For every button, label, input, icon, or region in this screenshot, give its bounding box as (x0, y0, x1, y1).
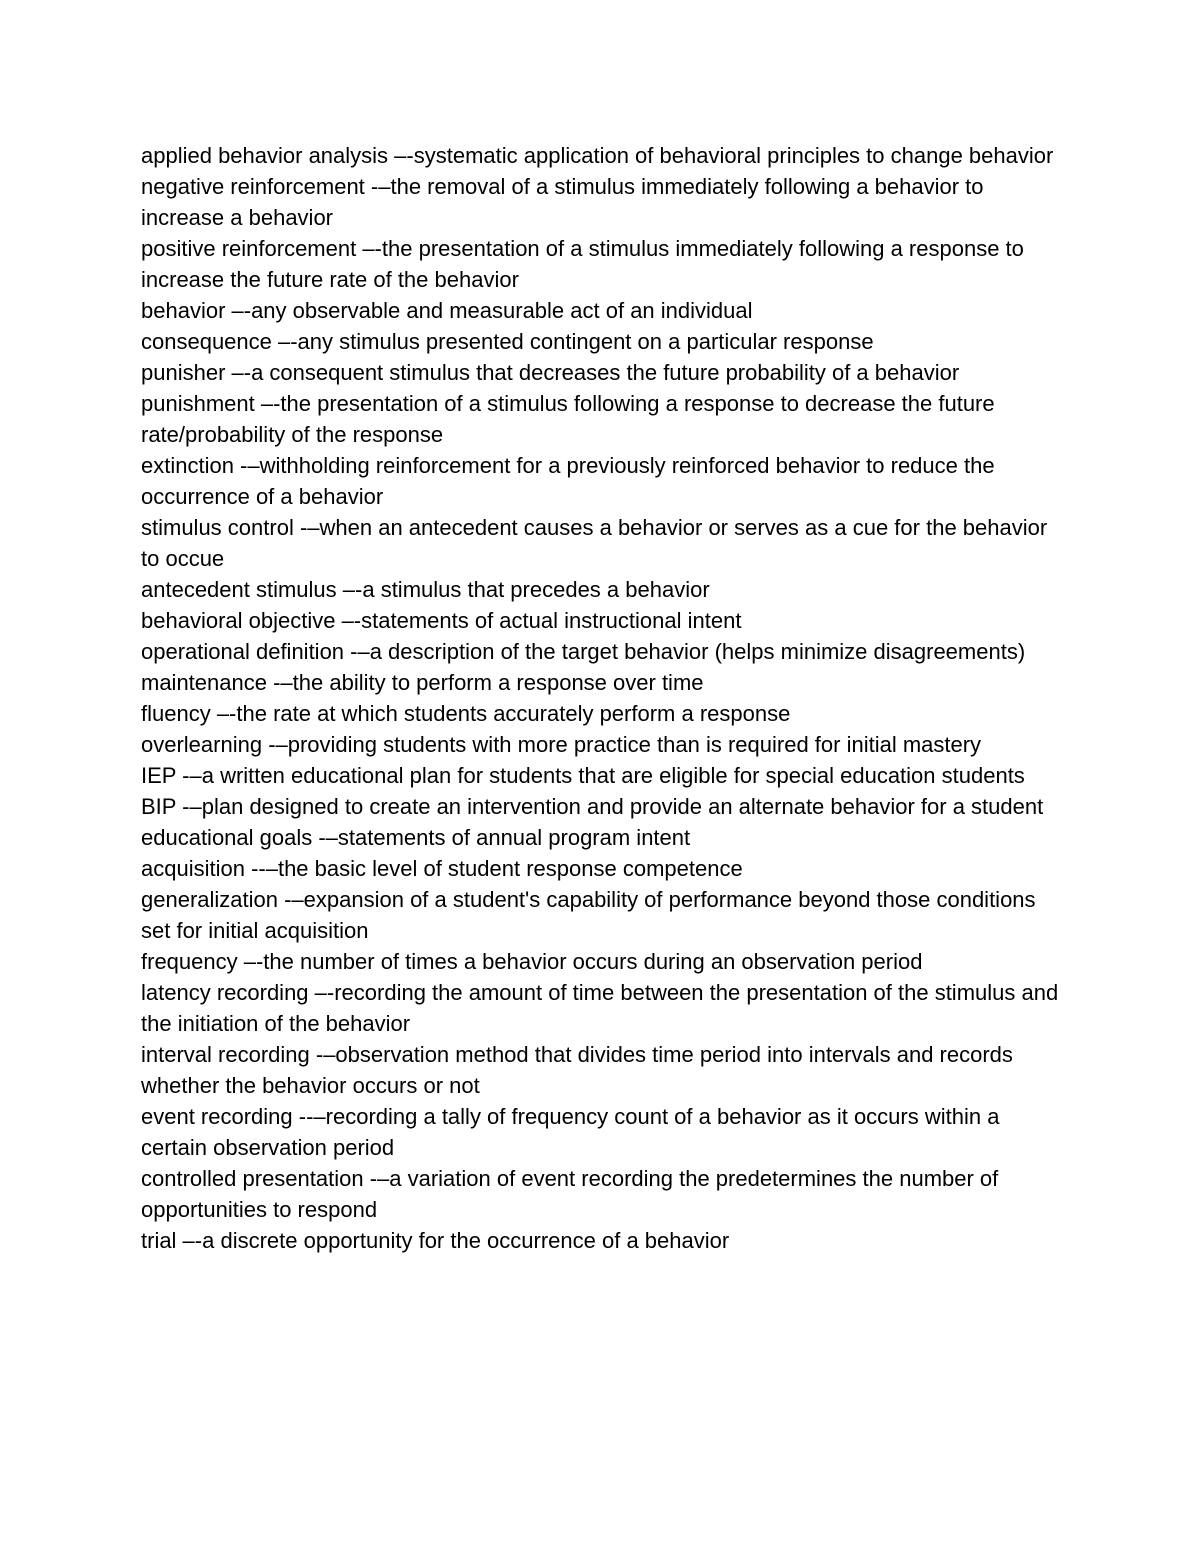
glossary-entry: maintenance -–the ability to perform a response over time (141, 670, 704, 695)
glossary-text (141, 140, 1066, 1256)
glossary-entry: event recording --–recording a tally of frequency count of a behavior as it occurs within a certain observation period (141, 1104, 1000, 1160)
glossary-entry: educational goals -–statements of annual program intent (141, 825, 691, 850)
glossary-entry: applied behavior analysis –-systematic application of behavioral principles to change behavior (141, 143, 1054, 168)
glossary-entry: stimulus control -–when an antecedent causes a behavior or serves as a cue for the behavior to occue (141, 515, 1048, 571)
glossary-entry: punisher –-a consequent stimulus that decreases the future probability of a behavior (141, 360, 960, 385)
glossary-entry: interval recording -–observation method that divides time period into intervals and records whether the behavior occurs or not (141, 1042, 1013, 1098)
glossary-entry: IEP -–a written educational plan for students that are eligible for special education students (141, 763, 1025, 788)
glossary-entry: behavior –-any observable and measurable act of an individual (141, 298, 753, 323)
glossary-entry: acquisition --–the basic level of student response competence (141, 856, 743, 881)
glossary-entry: latency recording –-recording the amount of time between the presentation of the stimulus and the initiation of the behavior (141, 980, 1059, 1036)
glossary-entry: overlearning -–providing students with more practice than is required for initial mastery (141, 732, 982, 757)
glossary-entry: operational definition -–a description of the target behavior (helps minimize disagreements) (141, 639, 1026, 664)
glossary-entry: positive reinforcement –-the presentation of a stimulus immediately following a response to increase the future rate of the behavior (141, 236, 1024, 292)
glossary-entry: generalization -–expansion of a student's capability of performance beyond those conditions set for initial acquisition (141, 887, 1036, 943)
glossary-entry: trial –-a discrete opportunity for the occurrence of a behavior (141, 1228, 730, 1253)
glossary-entry: behavioral objective –-statements of actual instructional intent (141, 608, 742, 633)
glossary-entry: antecedent stimulus –-a stimulus that precedes a behavior (141, 577, 710, 602)
glossary-entry: extinction -–withholding reinforcement for a previously reinforced behavior to reduce the occurrence of a behavior (141, 453, 995, 509)
glossary-entry: controlled presentation -–a variation of event recording the predetermines the number of opportunities to respond (141, 1166, 999, 1222)
glossary-entry: punishment –-the presentation of a stimulus following a response to decrease the future rate/probability of the response (141, 391, 995, 447)
glossary-entry: consequence –-any stimulus presented contingent on a particular response (141, 329, 874, 354)
glossary-entry: fluency –-the rate at which students accurately perform a response (141, 701, 791, 726)
glossary-entry: negative reinforcement -–the removal of a stimulus immediately following a behavior to increase a behavior (141, 174, 984, 230)
glossary-entry: BIP -–plan designed to create an intervention and provide an alternate behavior for a student (141, 794, 1044, 819)
glossary-entry: frequency –-the number of times a behavior occurs during an observation period (141, 949, 923, 974)
